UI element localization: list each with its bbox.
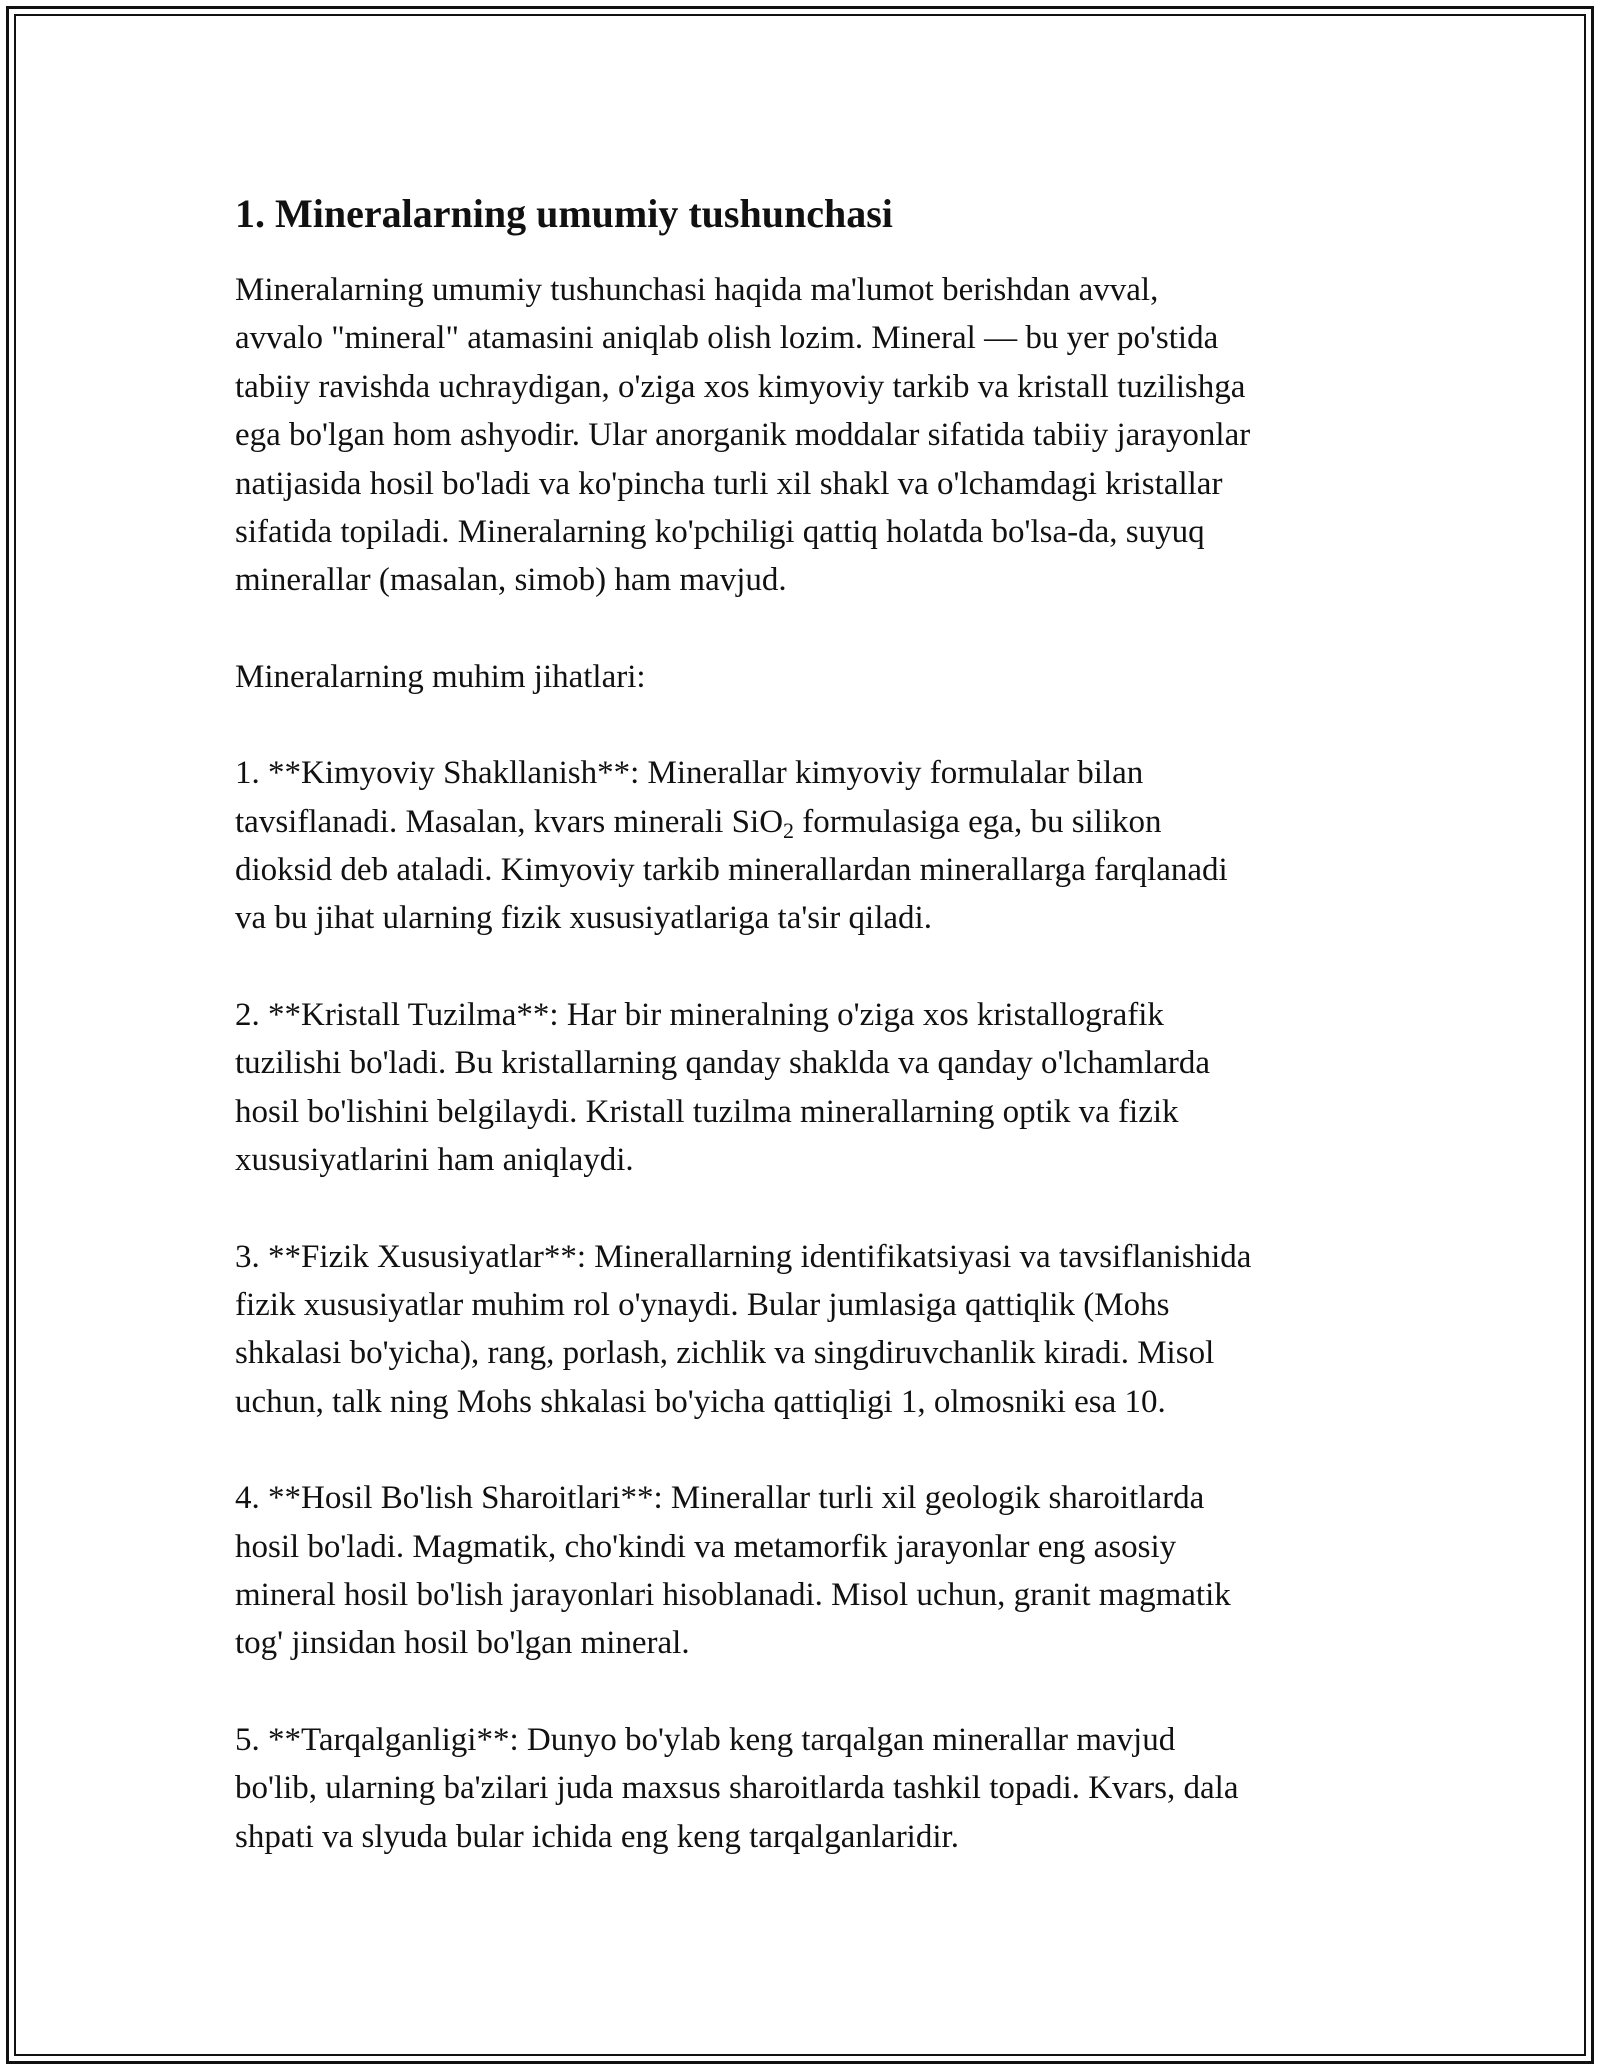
list-item-4	[235, 1474, 1375, 1668]
text-line: 2. **Kristall Tuzilma**: Har bir mineralning o'ziga xos kristallografik	[235, 996, 1164, 1033]
intro-paragraph	[235, 266, 1375, 605]
text-line: 4. **Hosil Bo'lish Sharoitlari**: Minerallar turli xil geologik sharoitlarda	[235, 1480, 1205, 1517]
formula-subscript: 2	[783, 817, 795, 843]
text-line-with-formula	[235, 798, 1375, 846]
text-line: hosil bo'lishini belgilaydi. Kristall tuzilma minerallarning optik va fizik	[235, 1093, 1179, 1130]
text-line: va bu jihat ularning fizik xususiyatlariga ta'sir qiladi.	[235, 900, 932, 937]
text-line: minerallar (masalan, simob) ham mavjud.	[235, 562, 787, 599]
text-line: Mineralarning umumiy tushunchasi haqida ma'lumot berishdan avval,	[235, 272, 1159, 308]
text-line: dioksid deb ataladi. Kimyoviy tarkib minerallardan minerallarga farqlanadi	[235, 852, 1228, 889]
text-line: sifatida topiladi. Mineralarning ko'pchiligi qattiq holatda bo'lsa-da, suyuq	[235, 514, 1205, 551]
text-line: uchun, talk ning Mohs shkalasi bo'yicha qattiqligi 1, olmosniki esa 10.	[235, 1383, 1166, 1420]
text-line: 5. **Tarqalganligi**: Dunyo bo'ylab keng tarqalgan minerallar mavjud	[235, 1721, 1176, 1758]
text-line: xususiyatlarini ham aniqlaydi.	[235, 1142, 634, 1179]
list-item-1	[235, 749, 1375, 943]
text-line: avvalo "mineral" atamasini aniqlab olish lozim. Mineral — bu yer po'stida	[235, 320, 1219, 357]
text-line: Mineralarning muhim jihatlari:	[235, 658, 646, 695]
list-item-5	[235, 1716, 1375, 1861]
text-line: fizik xususiyatlar muhim rol o'ynaydi. Bular jumlasiga qattiqlik (Mohs	[235, 1286, 1170, 1323]
text-line: 3. **Fizik Xususiyatlar**: Minerallarning identifikatsiyasi va tavsiflanishida	[235, 1238, 1252, 1275]
list-item-3	[235, 1233, 1375, 1427]
text-line: shpati va slyuda bular ichida eng keng tarqalganlaridir.	[235, 1818, 959, 1855]
document-body	[235, 186, 1375, 1909]
text-fragment: tavsiflanadi. Masalan, kvars minerali SiO	[235, 803, 784, 840]
text-fragment: formulasiga ega, bu silikon	[794, 803, 1162, 840]
text-line: ega bo'lgan hom ashyodir. Ular anorganik moddalar sifatida tabiiy jarayonlar	[235, 417, 1251, 454]
text-line: tog' jinsidan hosil bo'lgan mineral.	[235, 1625, 690, 1662]
list-intro	[235, 653, 1375, 701]
text-line: bo'lib, ularning ba'zilari juda maxsus sharoitlarda tashkil topadi. Kvars, dala	[235, 1770, 1239, 1807]
text-line: tuzilishi bo'ladi. Bu kristallarning qanday shaklda va qanday o'lchamlarda	[235, 1045, 1211, 1082]
text-line: natijasida hosil bo'ladi va ko'pincha turli xil shakl va o'lchamdagi kristallar	[235, 465, 1223, 502]
section-heading: 1. Mineralarning umumiy tushunchasi	[235, 191, 893, 236]
text-line: shkalasi bo'yicha), rang, porlash, zichlik va singdiruvchanlik kiradi. Misol	[235, 1335, 1215, 1372]
text-line: tabiiy ravishda uchraydigan, o'ziga xos kimyoviy tarkib va kristall tuzilishga	[235, 368, 1246, 405]
text-line: hosil bo'ladi. Magmatik, cho'kindi va metamorfik jarayonlar eng asosiy	[235, 1528, 1177, 1565]
text-line: mineral hosil bo'lish jarayonlari hisoblanadi. Misol uchun, granit magmatik	[235, 1576, 1231, 1613]
list-item-2	[235, 991, 1375, 1185]
text-line: 1. **Kimyoviy Shakllanish**: Minerallar kimyoviy formulalar bilan	[235, 755, 1144, 792]
